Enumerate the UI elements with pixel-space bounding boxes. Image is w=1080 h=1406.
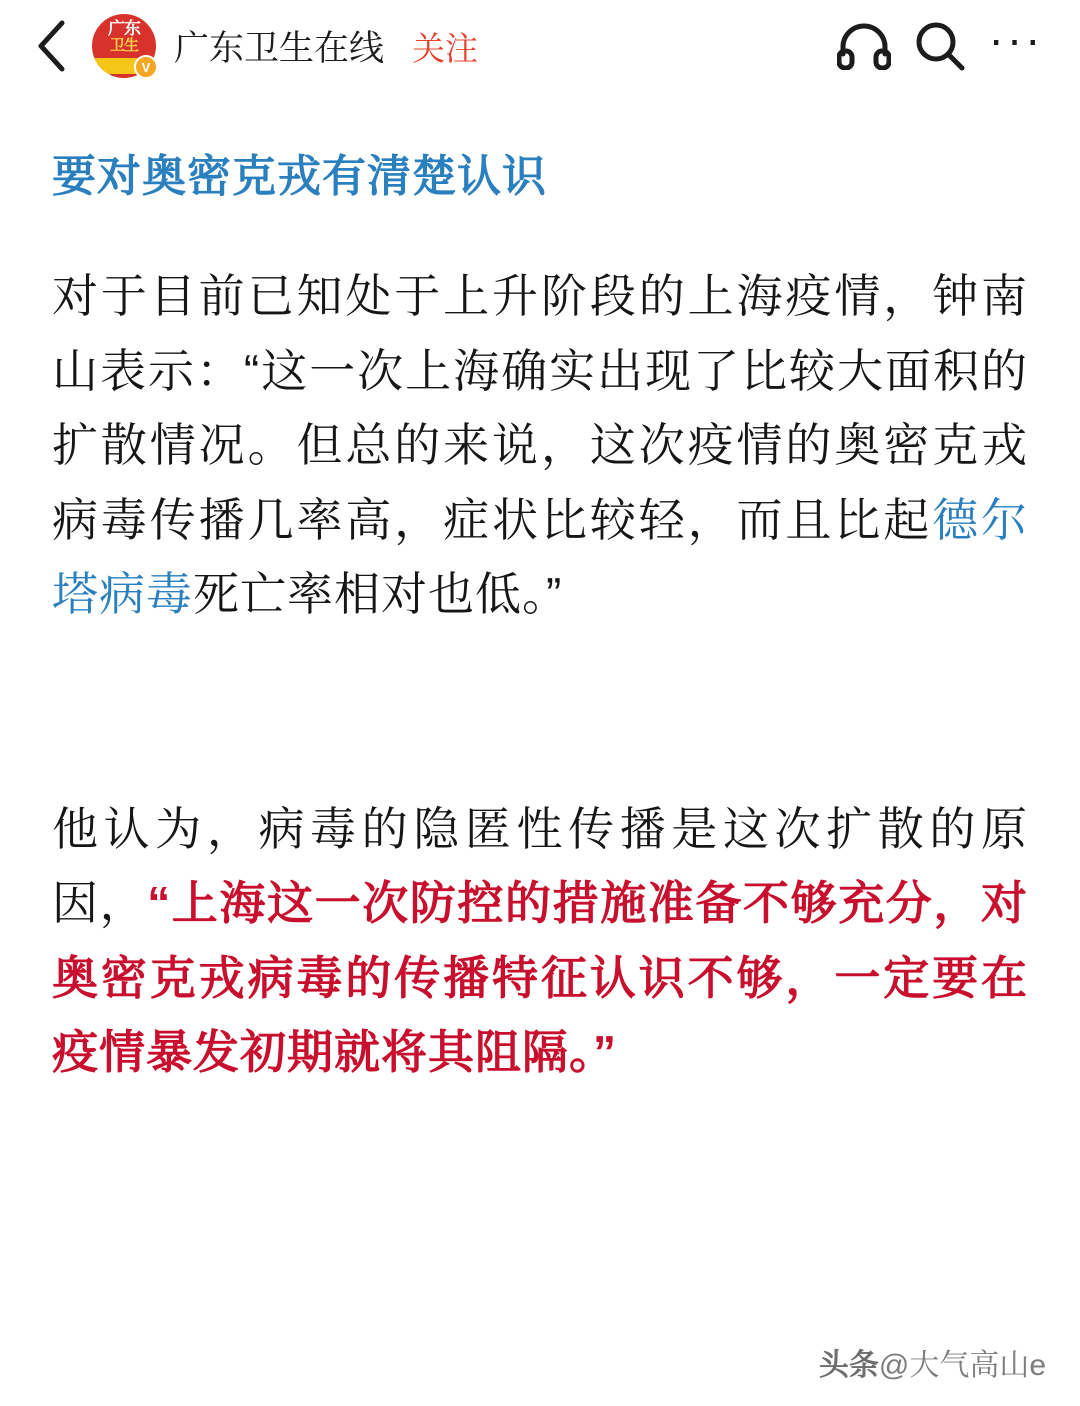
article-body xyxy=(0,148,1080,1090)
verified-badge-icon: V xyxy=(134,55,158,79)
article-paragraph-1 xyxy=(52,259,1028,632)
chevron-left-icon xyxy=(34,18,68,74)
search-icon xyxy=(914,20,966,72)
avatar-line1: 广东 xyxy=(108,19,140,38)
more-options-button[interactable] xyxy=(978,11,1054,81)
follow-button[interactable]: 关注 xyxy=(412,29,479,67)
article-paragraph-2 xyxy=(52,792,1028,1090)
watermark-user: @大气高山e xyxy=(878,1349,1046,1382)
watermark-logo: 头条 xyxy=(818,1349,879,1382)
paragraph-2-text-before: 他认为，病毒的隐匿性传播是这次扩散的原因， xyxy=(52,802,1028,930)
article-subheading: 要对奥密克戎有清楚认识 xyxy=(52,152,547,201)
paragraph-1-text-before: 对于目前已知处于上升阶段的上海疫情，钟南山表示：“这一次上海确实出现了比较大面积的扩散情况。但总的来说，这次疫情的奥密克戎病毒传播几率高，症状比较轻，而且比起 xyxy=(52,270,1028,546)
paragraph-2-highlight-quote: “上海这一次防控的措施准备不够充分，对奥密克戎病毒的传播特征认识不够，一定要在疫情暴发初期就将其阻隔。” xyxy=(52,877,1029,1079)
headphones-icon xyxy=(837,22,891,70)
account-name[interactable]: 广东卫生在线 xyxy=(174,29,385,68)
avatar-line2: 卫生 xyxy=(109,37,138,54)
top-navigation-bar xyxy=(0,0,1080,92)
watermark xyxy=(819,1340,1046,1384)
paragraph-1-text-after: 死亡率相对也低。” xyxy=(193,568,563,621)
paragraph-1-highlight-link[interactable]: 德尔塔病毒 xyxy=(52,493,1029,621)
more-icon: ··· xyxy=(988,13,1044,65)
listen-button[interactable] xyxy=(826,11,902,81)
back-button[interactable] xyxy=(22,17,80,75)
search-button[interactable] xyxy=(902,11,978,81)
avatar[interactable] xyxy=(92,14,156,78)
